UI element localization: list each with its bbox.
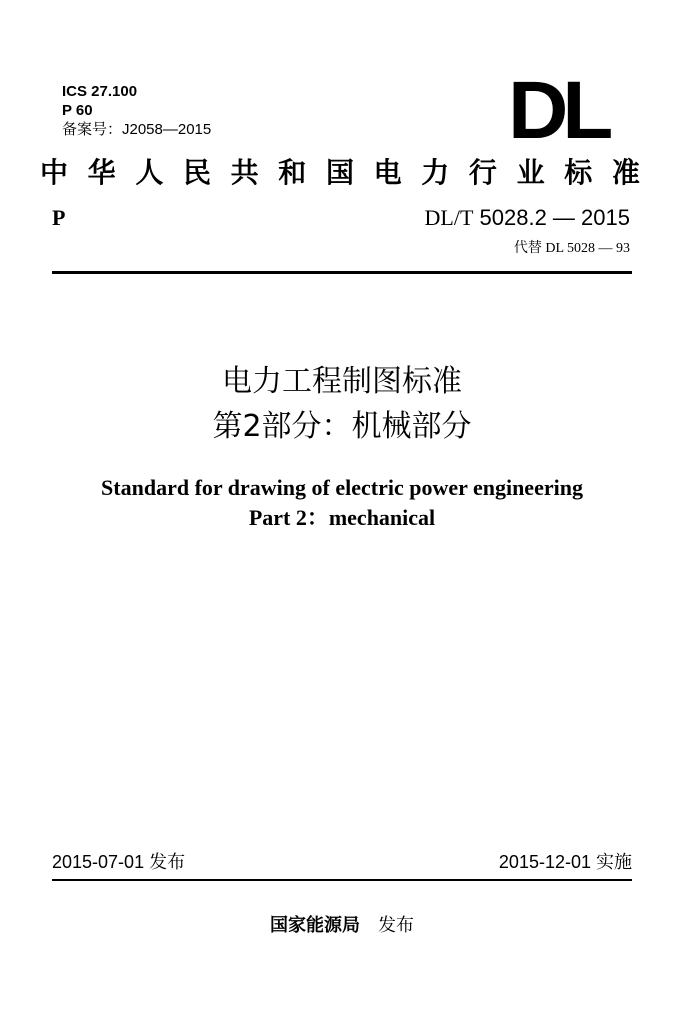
standard-name-char: 业 [516,156,545,189]
standard-codes [62,82,211,139]
dl-logo: DL [508,65,608,156]
classification-code: P 60 [62,102,93,119]
standard-name-char: 准 [611,156,640,189]
standard-name-char: 标 [564,156,593,189]
standard-name [40,155,640,191]
standard-name-char: 行 [468,156,497,189]
title-en-line1: Standard for drawing of electric power engineering [101,475,583,500]
standard-name-char: 和 [278,156,307,189]
issue-date: 2015-07-01 发布 [52,852,186,872]
standard-name-char: 力 [421,156,450,189]
title-en-line2: Part 2：mechanical [248,505,436,530]
title-cn-line2: 第2部分：机械部分 [212,409,472,444]
implementation-date: 2015-12-01 实施 [498,852,632,872]
standard-name-char: 人 [135,156,164,189]
replaces-note: 代替 DL 5028 — 93 [513,241,630,256]
standard-name-char: 民 [182,156,211,189]
title-cn-line1: 电力工程制图标准 [222,364,462,399]
standard-number-value: 5028.2 — 2015 [479,205,630,230]
category-letter: P [52,205,66,230]
standard-name-char: 华 [87,156,116,189]
standard-name-char: 国 [325,156,354,189]
ics-code: ICS 27.100 [62,83,138,100]
standard-number [425,204,630,232]
standard-name-char: 中 [40,156,69,189]
record-number: 备案号：J2058—2015 [62,121,212,138]
publisher [0,914,684,938]
standard-number-prefix: DL/T [424,205,474,230]
standard-name-char: 电 [373,156,402,189]
standard-name-char: 共 [230,156,259,189]
publisher-org: 国家能源局 [270,915,360,936]
bottom-divider [52,879,632,881]
top-divider [52,271,632,274]
publisher-action: 发布 [378,915,414,936]
